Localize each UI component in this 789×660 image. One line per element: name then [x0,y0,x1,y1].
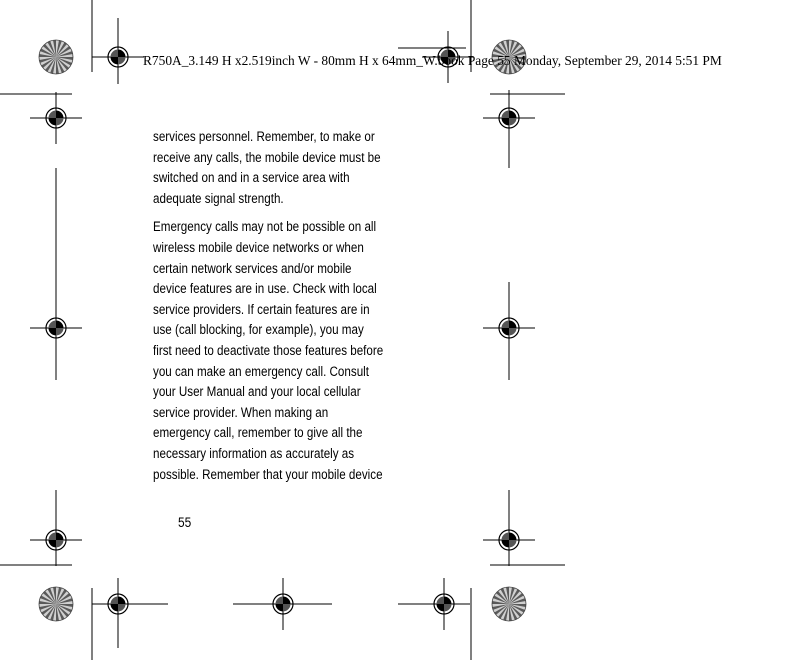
registration-target-icon [92,31,144,83]
page-number: 55 [178,514,192,530]
starburst-icon [39,40,73,74]
text-line: necessary information as accurately as [153,445,355,462]
text-line: Emergency calls may not be possible on all [153,219,377,236]
paragraph-2 [153,217,438,485]
registration-target-icon [483,514,535,566]
text-line: service providers. If certain features are in [153,301,370,318]
text-line: your User Manual and your local cellular [153,384,361,401]
printer-slug-line: R750A_3.149 H x2.519inch W - 80mm H x 64mm_W.book Page 55 Monday, September 29, 2014 5:51 PM [143,53,722,68]
text-line: use (call blocking, for example), you may [153,322,364,339]
text-line: receive any calls, the mobile device must be [153,149,381,166]
registration-target-icon [30,302,82,354]
registration-target-icon [483,302,535,354]
text-line: device features are in use. Check with local [153,281,377,298]
text-line: switched on and in a service area with [153,170,350,187]
text-line: adequate signal strength. [153,190,284,207]
registration-target-icon [257,578,309,630]
registration-target-icon [30,92,82,144]
text-line: you can make an emergency call. Consult [153,363,369,380]
registration-target-icon [418,578,470,630]
body-text [153,127,438,493]
registration-target-icon [483,92,535,144]
text-line: first need to deactivate those features before [153,342,384,359]
text-line: service provider. When making an [153,404,329,421]
paragraph-1 [153,127,438,209]
text-line: wireless mobile device networks or when [153,239,364,256]
registration-target-icon [30,514,82,566]
registration-target-icon [92,578,144,630]
starburst-icon [492,587,526,621]
text-line: emergency call, remember to give all the [153,425,363,442]
text-line: services personnel. Remember, to make or [153,129,375,145]
text-line: certain network services and/or mobile [153,260,352,277]
starburst-icon [39,587,73,621]
text-line: possible. Remember that your mobile device [153,466,383,483]
